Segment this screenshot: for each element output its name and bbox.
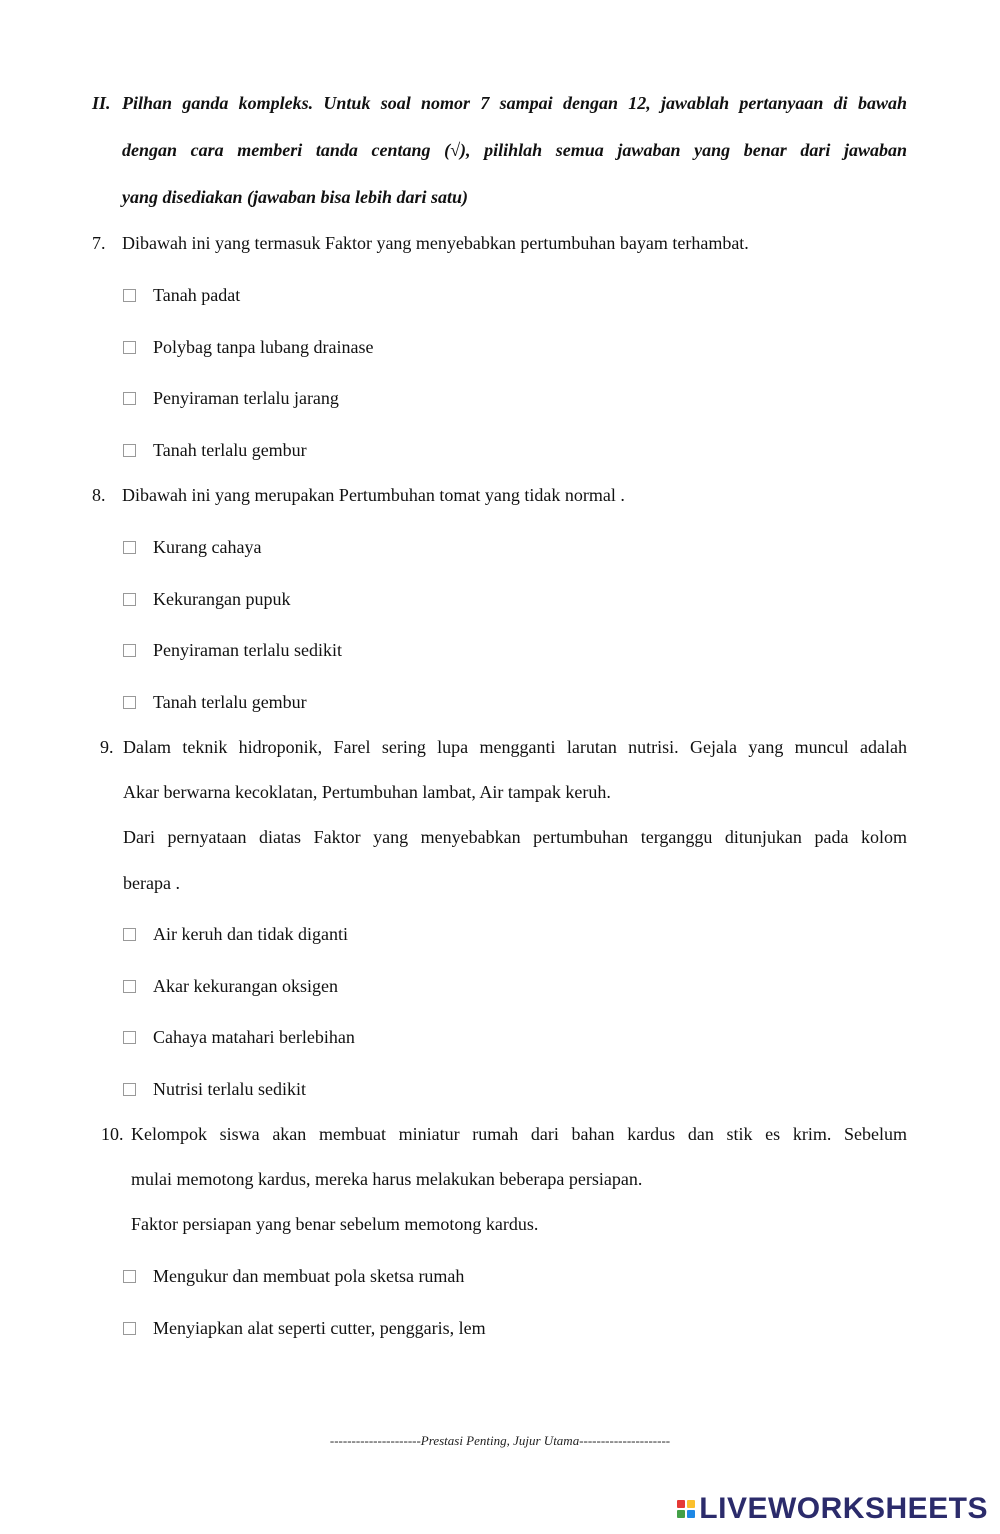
option-label: Cahaya matahari berlebihan [153, 1026, 355, 1047]
question-text: Kelompok siswa akan membuat miniatur rumah dari bahan kardus dan stik es krim. Sebelum [131, 1124, 907, 1144]
checkbox[interactable] [123, 289, 136, 302]
option-label: Mengukur dan membuat pola sketsa rumah [153, 1265, 465, 1286]
option-label: Nutrisi terlalu sedikit [153, 1078, 306, 1099]
checkbox[interactable] [123, 341, 136, 354]
option-item[interactable] [123, 386, 339, 410]
question-text: Dalam teknik hidroponik, Farel sering lupa mengganti larutan nutrisi. Gejala yang muncul adalah [123, 737, 907, 757]
option-label: Tanah terlalu gembur [153, 691, 307, 712]
checkbox[interactable] [123, 1031, 136, 1044]
logo-square [677, 1510, 685, 1518]
logo-square [687, 1500, 695, 1508]
question-text: Dibawah ini yang termasuk Faktor yang menyebabkan pertumbuhan bayam terhambat. [122, 233, 749, 253]
option-label: Air keruh dan tidak diganti [153, 923, 348, 944]
checkbox[interactable] [123, 980, 136, 993]
option-item[interactable] [123, 335, 373, 359]
question-text: Akar berwarna kecoklatan, Pertumbuhan lambat, Air tampak keruh. [123, 782, 611, 802]
section-number: II. [92, 93, 111, 113]
option-item[interactable] [123, 1025, 355, 1049]
logo-mark-icon [677, 1500, 695, 1518]
checkbox[interactable] [123, 1270, 136, 1283]
checkbox[interactable] [123, 541, 136, 554]
option-label: Tanah terlalu gembur [153, 439, 307, 460]
option-item[interactable] [123, 1264, 464, 1288]
question-number: 8. [92, 485, 106, 505]
checkbox[interactable] [123, 444, 136, 457]
checkbox[interactable] [123, 593, 136, 606]
option-item[interactable] [123, 638, 342, 662]
liveworksheets-logo[interactable] [677, 1492, 988, 1526]
option-label: Penyiraman terlalu sedikit [153, 639, 342, 660]
question-text: Faktor persiapan yang benar sebelum memotong kardus. [131, 1214, 539, 1234]
question-text: Dari pernyataan diatas Faktor yang menyebabkan pertumbuhan terganggu ditunjukan pada kolom [123, 827, 907, 847]
checkbox[interactable] [123, 392, 136, 405]
question-text: mulai memotong kardus, mereka harus melakukan beberapa persiapan. [131, 1169, 643, 1189]
option-item[interactable] [123, 1316, 486, 1340]
logo-square [687, 1510, 695, 1518]
option-label: Penyiraman terlalu jarang [153, 387, 339, 408]
instruction-line: dengan cara memberi tanda centang (√), pilihlah semua jawaban yang benar dari jawaban [122, 140, 907, 160]
option-item[interactable] [123, 283, 240, 307]
question-number: 10. [101, 1124, 124, 1144]
option-item[interactable] [123, 1077, 306, 1101]
option-label: Kekurangan pupuk [153, 588, 291, 609]
page-footer: ---------------------Prestasi Penting, Jujur Utama--------------------- [329, 1433, 671, 1448]
logo-text: LIVEWORKSHEETS [699, 1492, 988, 1525]
checkbox[interactable] [123, 696, 136, 709]
option-item[interactable] [123, 974, 338, 998]
checkbox[interactable] [123, 928, 136, 941]
question-text: berapa . [123, 873, 180, 893]
instruction-line: Pilhan ganda kompleks. Untuk soal nomor 7 sampai dengan 12, jawablah pertanyaan di bawah [122, 93, 907, 113]
instruction-line: yang disediakan (jawaban bisa lebih dari satu) [122, 187, 469, 207]
option-label: Akar kekurangan oksigen [153, 975, 338, 996]
checkbox[interactable] [123, 644, 136, 657]
option-label: Kurang cahaya [153, 536, 262, 557]
option-label: Menyiapkan alat seperti cutter, penggaris, lem [153, 1317, 486, 1338]
question-text: Dibawah ini yang merupakan Pertumbuhan tomat yang tidak normal . [122, 485, 625, 505]
option-item[interactable] [123, 922, 348, 946]
checkbox[interactable] [123, 1322, 136, 1335]
question-number: 9. [100, 737, 114, 757]
logo-square [677, 1500, 685, 1508]
option-label: Polybag tanpa lubang drainase [153, 336, 374, 357]
option-item[interactable] [123, 535, 261, 559]
option-label: Tanah padat [153, 284, 241, 305]
question-number: 7. [92, 233, 106, 253]
option-item[interactable] [123, 690, 307, 714]
checkbox[interactable] [123, 1083, 136, 1096]
option-item[interactable] [123, 438, 307, 462]
option-item[interactable] [123, 587, 290, 611]
